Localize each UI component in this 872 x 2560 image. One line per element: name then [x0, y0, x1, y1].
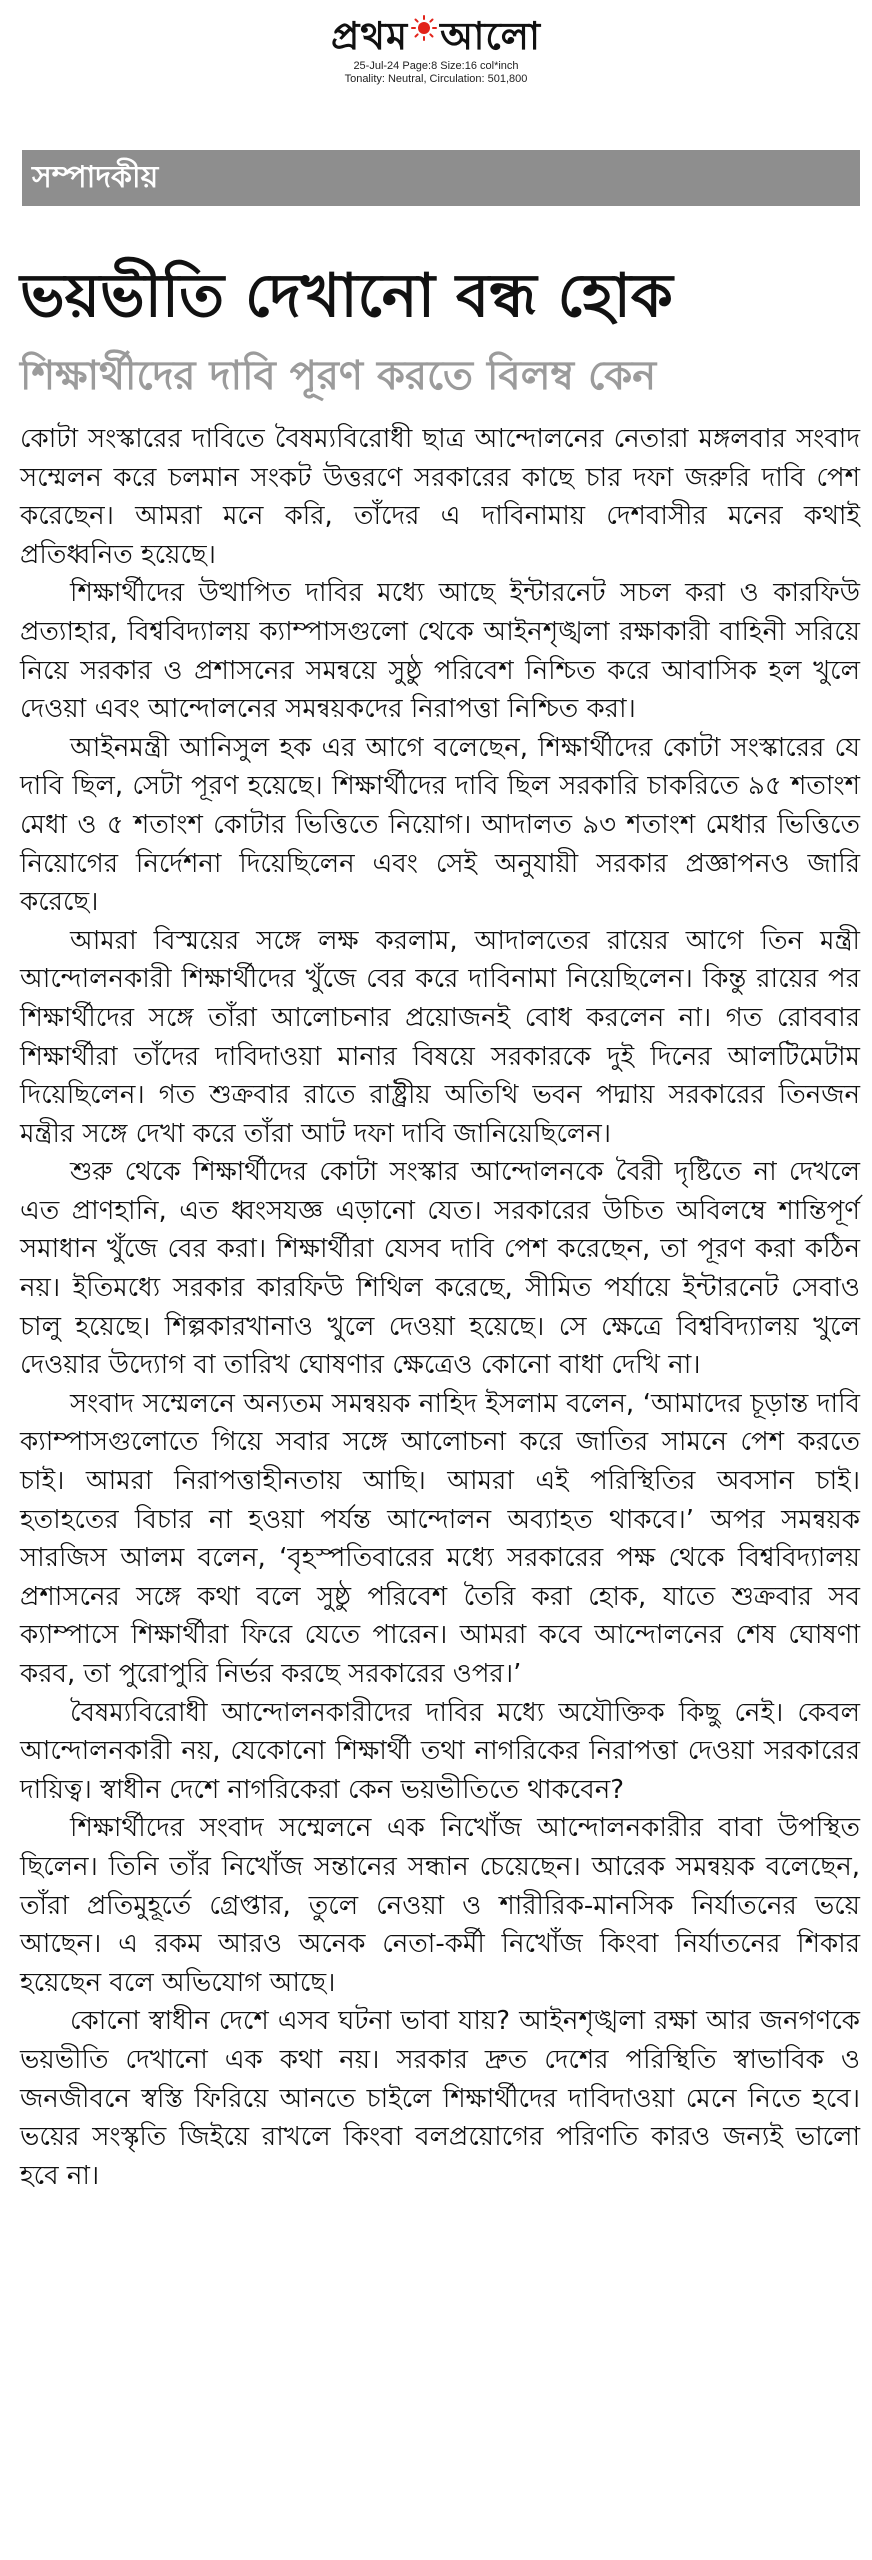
paragraph: আমরা বিস্ময়ের সঙ্গে লক্ষ করলাম, আদালতের রায়ের আগে তিন মন্ত্রী আন্দোলনকারী শিক্ষার্থীদের খুঁজে বের করে দাবিনামা নিয়েছিলেন। কিন্তু রায়ের পর শিক্ষার্থীদের সঙ্গে তাঁরা আলোচনার প্রয়োজনই বোধ করলেন না। গত রোববার শিক্ষার্থীরা তাঁদের দাবিদাওয়া মানার বিষয়ে সরকারকে দুই দিনের আলটিমেটাম দিয়েছিলেন। গত শুক্রবার রাতে রাষ্ট্রীয় অতিথি ভবন পদ্মায় সরকারের তিনজন মন্ত্রীর সঙ্গে দেখা করে তাঁরা আট দফা দাবি জানিয়েছিলেন। — [20, 925, 860, 1149]
logo-text-part2: আলো — [440, 14, 541, 58]
paragraph: কোনো স্বাধীন দেশে এসব ঘটনা ভাবা যায়? আইনশৃঙ্খলা রক্ষা আর জনগণকে ভয়ভীতি দেখানো এক কথা নয়। সরকার দ্রুত দেশের পরিস্থিতি স্বাভাবিক ও জনজীবনে স্বস্তি ফিরিয়ে আনতে চাইলে শিক্ষার্থীদের দাবিদাওয়া মেনে নিতে হবে। ভয়ের সংস্কৃতি জিইয়ে রাখলে কিংবা বলপ্রয়োগের পরিণতি কারও জন্যই ভালো হবে না। — [20, 2006, 860, 2191]
paragraph: শিক্ষার্থীদের সংবাদ সম্মেলনে এক নিখোঁজ আন্দোলনকারীর বাবা উপস্থিত ছিলেন। তিনি তাঁর নিখোঁজ সন্তানের সন্ধান চেয়েছেন। আরেক সমন্বয়ক বলেছেন, তাঁরা প্রতিমুহূর্তে গ্রেপ্তার, তুলে নেওয়া ও শারীরিক-মানসিক নির্যাতনের ভয়ে আছেন। এ রকম আরও অনেক নেতা-কর্মী নিখোঁজ কিংবা নির্যাতনের শিকার হয়েছেন বলে অভিযোগ আছে। — [20, 1813, 860, 1998]
clip-meta: Tonality: Neutral, Circulation: 501,800 — [344, 73, 528, 85]
paragraph: কোটা সংস্কারের দাবিতে বৈষম্যবিরোধী ছাত্র আন্দোলনের নেতারা মঙ্গলবার সংবাদ সম্মেলন করে চলমান সংকট উত্তরণে সরকারের কাছে চার দফা জরুরি দাবি পেশ করেছেন। আমরা মনে করি, তাঁদের এ দাবিনামায় দেশবাসীর মনের কথাই প্রতিধ্বনিত হয়েছে। — [20, 424, 860, 570]
sun-icon — [411, 15, 437, 41]
subheadline: শিক্ষার্থীদের দাবি পূরণ করতে বিলম্ব কেন — [20, 353, 657, 399]
paragraph: সংবাদ সম্মেলনে অন্যতম সমন্বয়ক নাহিদ ইসলাম বলেন, ‘আমাদের চূড়ান্ত দাবি ক্যাম্পাসগুলোতে গিয়ে সবার সঙ্গে আলোচনা করে জাতির সামনে পেশ করতে চাই। আমরা নিরাপত্তাহীনতায় আছি। আমরা এই পরিস্থিতির অবসান চাই। হতাহতের বিচার না হওয়া পর্যন্ত আন্দোলন অব্যাহত থাকবে।’ অপর সমন্বয়ক সারজিস আলম বলেন, ‘বৃহস্পতিবারের মধ্যে সরকারের পক্ষ থেকে বিশ্ববিদ্যালয় প্রশাসনের সঙ্গে কথা বলে সুষ্ঠু পরিবেশ তৈরি করা হোক, যাতে শুক্রবার সব ক্যাম্পাসে শিক্ষার্থীরা ফিরে যেতে পারেন। আমরা কবে আন্দোলনের শেষ ঘোষণা করব, তা পুরোপুরি নির্ভর করছে সরকারের ওপর।’ — [20, 1388, 860, 1689]
headline: ভয়ভীতি দেখানো বন্ধ হোক — [20, 261, 673, 331]
paragraph: বৈষম্যবিরোধী আন্দোলনকারীদের দাবির মধ্যে অযৌক্তিক কিছু নেই। কেবল আন্দোলনকারী নয়, যেকোনো শিক্ষার্থী তথা নাগরিকের নিরাপত্তা দেওয়া সরকারের দায়িত্ব। স্বাধীন দেশে নাগরিকেরা কেন ভয়ভীতিতে থাকবেন? — [20, 1697, 860, 1805]
paragraph: শিক্ষার্থীদের উত্থাপিত দাবির মধ্যে আছে ইন্টারনেট সচল করা ও কারফিউ প্রত্যাহার, বিশ্ববিদ্যালয় ক্যাম্পাসগুলো থেকে আইনশৃঙ্খলা রক্ষাকারী বাহিনী সরিয়ে নিয়ে সরকার ও প্রশাসনের সমন্বয়ে সুষ্ঠু পরিবেশ নিশ্চিত করে আবাসিক হল খুলে দেওয়া এবং আন্দোলনের সমন্বয়কদের নিরাপত্তা নিশ্চিত করা। — [20, 578, 860, 725]
paragraph: শুরু থেকে শিক্ষার্থীদের কোটা সংস্কার আন্দোলনকে বৈরী দৃষ্টিতে না দেখলে এত প্রাণহানি, এত ধ্বংসযজ্ঞ এড়ানো যেত। সরকারের উচিত অবিলম্বে শান্তিপূর্ণ সমাধান খুঁজে বের করা। শিক্ষার্থীরা যেসব দাবি পেশ করেছেন, তা পূরণ করা কঠিন নয়। ইতিমধ্যে সরকার কারফিউ শিথিল করেছে, সীমিত পর্যায়ে ইন্টারনেট সেবাও চালু হয়েছে। শিল্পকারখানাও খুলে দেওয়া হয়েছে। সে ক্ষেত্রে বিশ্ববিদ্যালয় খুলে দেওয়ার উদ্যোগ বা তারিখ ঘোষণার ক্ষেত্রেও কোনো বাধা দেখি না। — [20, 1157, 860, 1381]
section-label: সম্পাদকীয় — [22, 150, 860, 206]
masthead — [0, 12, 872, 86]
paragraph: আইনমন্ত্রী আনিসুল হক এর আগে বলেছেন, শিক্ষার্থীদের কোটা সংস্কারের যে দাবি ছিল, সেটা পূরণ হয়েছে। শিক্ষার্থীদের দাবি ছিল সরকারি চাকরিতে ৯৫ শতাংশ মেধা ও ৫ শতাংশ কোটার ভিত্তিতে নিয়োগ। আদালত ৯৩ শতাংশ মেধার ভিত্তিতে নিয়োগের নির্দেশনা দিয়েছিলেন এবং সেই অনুযায়ী সরকার প্রজ্ঞাপনও জারি করেছে। — [20, 732, 860, 918]
clip-info: 25-Jul-24 Page:8 Size:16 col*inch — [353, 60, 519, 72]
newspaper-logo — [331, 12, 541, 60]
article-body — [20, 420, 860, 2195]
logo-text-part1: প্রথম — [330, 14, 409, 58]
